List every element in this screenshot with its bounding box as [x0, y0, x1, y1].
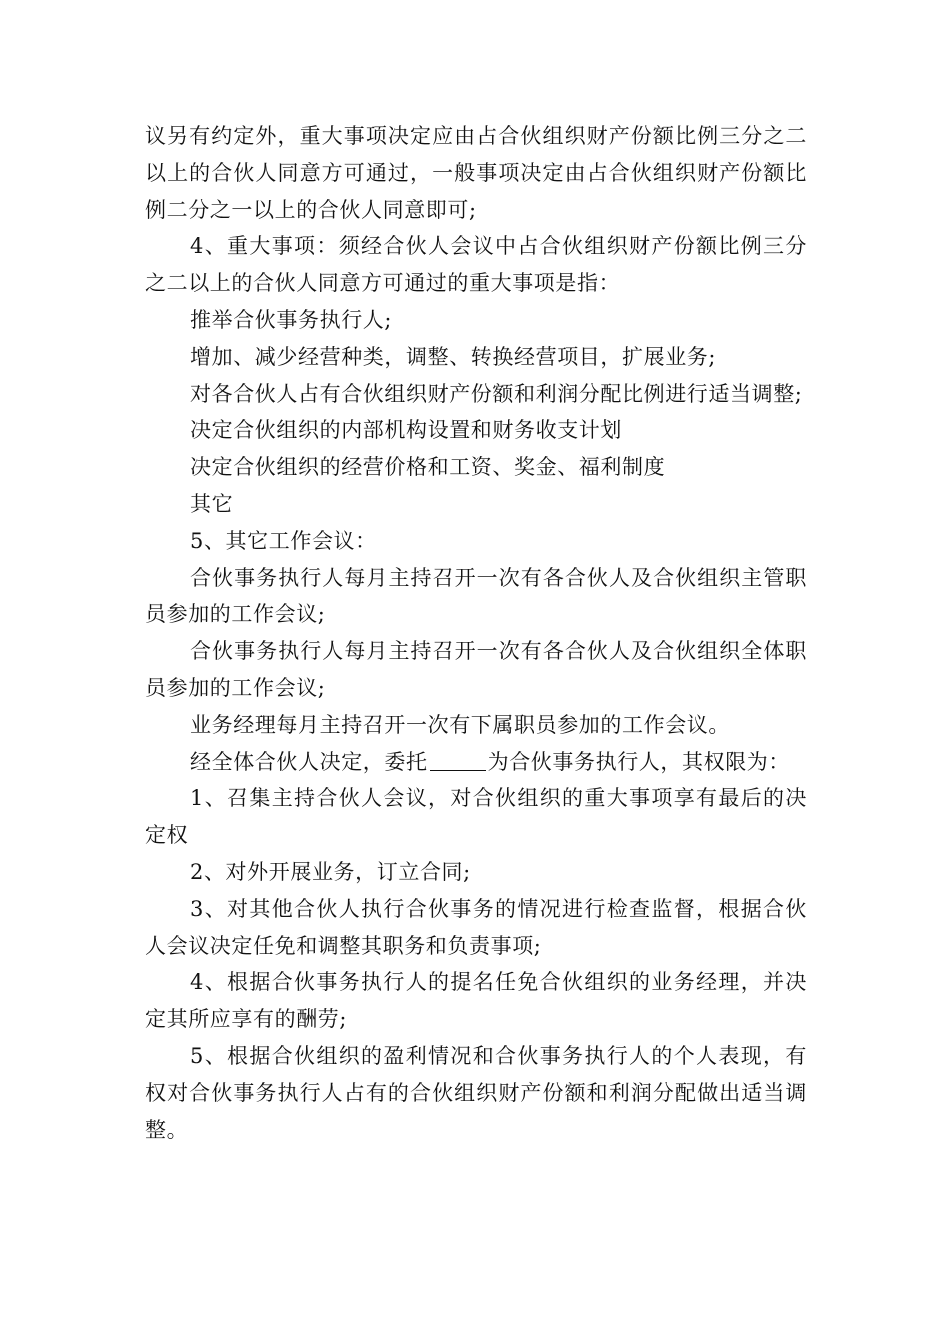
paragraph: 对各合伙人占有合伙组织财产份额和利润分配比例进行适当调整;	[190, 381, 803, 406]
paragraph: 5、根据合伙组织的盈利情况和合伙事务执行人的个人表现，有权对合伙事务执行人占有的合伙组织财产份额和利润分配做出适当调整。	[145, 1043, 807, 1142]
fill-in-blank	[430, 748, 486, 771]
paragraph-with-blank	[145, 744, 807, 781]
paragraph: 合伙事务执行人每月主持召开一次有各合伙人及合伙组织全体职员参加的工作会议;	[145, 639, 807, 700]
paragraph: 2、对外开展业务，订立合同;	[190, 859, 471, 884]
paragraph: 5、其它工作会议：	[190, 528, 377, 553]
paragraph: 合伙事务执行人每月主持召开一次有各合伙人及合伙组织主管职员参加的工作会议;	[145, 565, 807, 627]
paragraph: 3、对其他合伙人执行合伙事务的情况进行检查监督，根据合伙人会议决定任免和调整其职务和负责事项;	[145, 896, 807, 958]
paragraph: 1、召集主持合伙人会议，对合伙组织的重大事项享有最后的决定权	[145, 786, 807, 848]
paragraph: 业务经理每月主持召开一次有下属职员参加的工作会议。	[190, 712, 730, 737]
paragraph: 决定合伙组织的经营价格和工资、奖金、福利制度	[190, 455, 666, 480]
paragraph: 4、根据合伙事务执行人的提名任免合伙组织的业务经理，并决定其所应享有的酬劳;	[145, 970, 807, 1032]
paragraph: 决定合伙组织的内部机构设置和财务收支计划	[190, 418, 622, 443]
document-body	[145, 118, 807, 1148]
paragraph: 4、重大事项：须经合伙人会议中占合伙组织财产份额比例三分之二以上的合伙人同意方可通过的重大事项是指：	[145, 234, 807, 296]
paragraph: 议另有约定外，重大事项决定应由占合伙组织财产份额比例三分之二以上的合伙人同意方可通过，一般事项决定由占合伙组织财产份额比例二分之一以上的合伙人同意即可;	[145, 124, 807, 222]
paragraph-text-before-blank: 经全体合伙人决定，委托	[190, 749, 428, 774]
paragraph-text-after-blank: 为合伙事务执行人，其权限为：	[487, 749, 791, 774]
paragraph: 增加、减少经营种类，调整、转换经营项目，扩展业务;	[190, 344, 717, 369]
paragraph: 推举合伙事务执行人;	[190, 307, 393, 332]
paragraph: 其它	[190, 491, 234, 516]
